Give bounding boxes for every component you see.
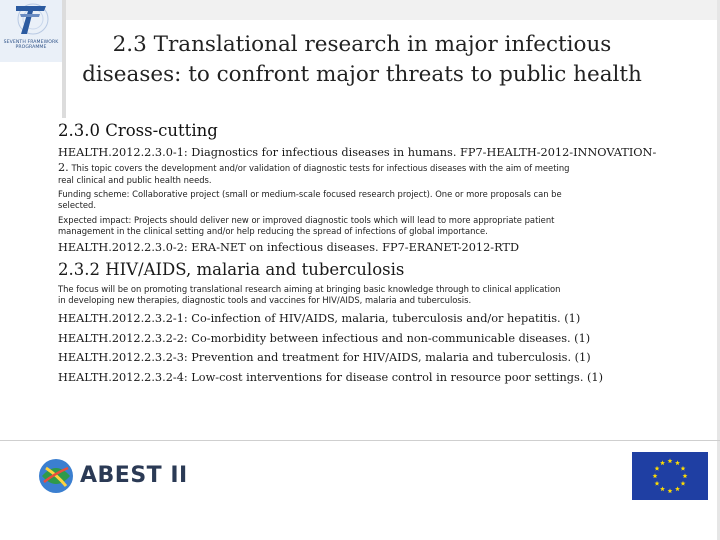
fp7-logo-icon: [0, 0, 62, 62]
cross-cutting-heading: 2.3.0 Cross-cutting: [58, 121, 218, 140]
expected-impact-b: management in the clinical setting and/or help reducing the spread of infections of global importance.: [58, 225, 488, 236]
footer-divider: [0, 440, 720, 441]
topic-2-3-2-3: HEALTH.2012.2.3.2-3: Prevention and treatment for HIV/AIDS, malaria and tuberculosis. (1): [58, 351, 591, 365]
topic-code-suffix: 2.: [58, 161, 69, 174]
funding-scheme-b: selected.: [58, 200, 97, 211]
topic-2-3-0-2: HEALTH.2012.2.3.0-2: ERA-NET on infectious diseases. FP7-ERANET-2012-RTD: [58, 241, 520, 255]
hiv-focus-b: in developing new therapies, diagnostic tools and vaccines for HIV/AIDS, malaria and tuberculosis.: [58, 295, 472, 306]
eu-flag-icon: [632, 452, 708, 500]
topic-description-a: This topic covers the development and/or validation of diagnostic tests for infectious diseases with the aim of meeting: [68, 163, 570, 173]
fp7-label-line1: SEVENTH FRAMEWORK: [3, 40, 59, 45]
expected-impact-a: Expected impact: Projects should deliver new or improved diagnostic tools which will lead to more appropriate patient: [58, 214, 555, 225]
topic-2-3-2-1: HEALTH.2012.2.3.2-1: Co-infection of HIV/AIDS, malaria, tuberculosis and/or hepatitis. (1): [58, 312, 581, 326]
topic-2-3-2-4: HEALTH.2012.2.3.2-4: Low-cost interventions for disease control in resource poor settings. (1): [58, 370, 604, 384]
page-title-line2: diseases: to confront major threats to public health: [82, 62, 642, 87]
topic-2-3-0-1-code: HEALTH.2012.2.3.0-1: Diagnostics for infectious diseases in humans. FP7-HEALTH-2012-INNOVATION-: [58, 146, 657, 159]
page-title: [54, 30, 670, 90]
hiv-heading: 2.3.2 HIV/AIDS, malaria and tuberculosis: [58, 260, 405, 280]
main-content: [58, 119, 678, 387]
title-band: [62, 0, 720, 20]
topic-description-b: real clinical and public health needs.: [58, 175, 212, 185]
funding-scheme-a: Funding scheme: Collaborative project (small or medium-scale focused research project). One or more proposals can be: [58, 189, 562, 200]
abest-label: ABEST II: [80, 463, 188, 488]
fp7-label-line2: PROGRAMME: [15, 45, 47, 51]
topic-2-3-0-1-desc: [58, 161, 678, 175]
fp7-label: [2, 40, 60, 51]
page-title-line1: 2.3 Translational research in major infectious: [112, 32, 612, 57]
hiv-focus-a: The focus will be on promoting translational research aiming at bringing basic knowledge through to clinical application: [58, 284, 561, 295]
topic-2-3-2-2: HEALTH.2012.2.3.2-2: Co-morbidity between infectious and non-communicable diseases. (1): [58, 331, 591, 345]
